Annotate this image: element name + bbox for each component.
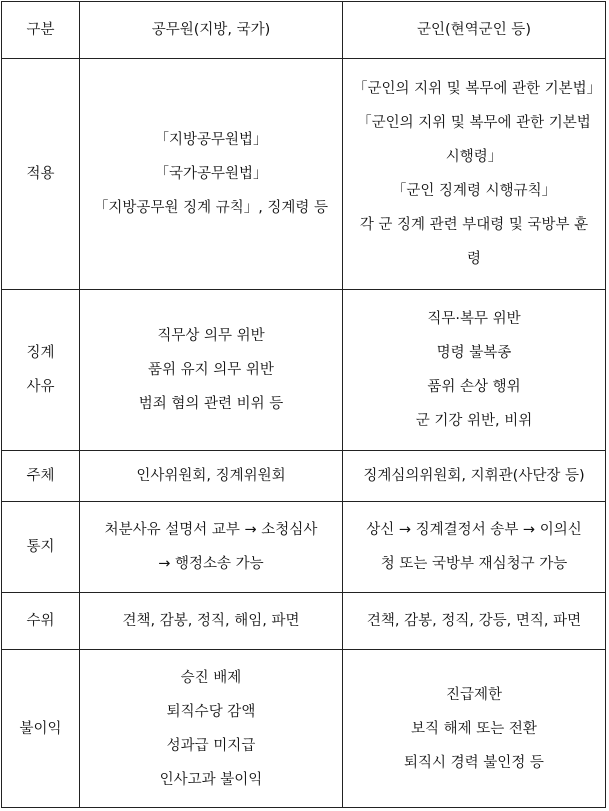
row-label: 징계 사유 <box>2 290 80 451</box>
row-label: 주체 <box>2 451 80 502</box>
row-severity <box>2 593 606 650</box>
civil-cell: 승진 배제 퇴직수당 감액 성과급 미지급 인사고과 불이익 <box>80 650 343 808</box>
row-label: 불이익 <box>2 650 80 808</box>
comparison-table <box>1 1 606 808</box>
row-disciplinary-grounds <box>2 290 606 451</box>
military-cell: 징계심의위원회, 지휘관(사단장 등) <box>343 451 606 502</box>
row-application <box>2 59 606 290</box>
header-category: 구분 <box>2 2 80 59</box>
header-row <box>2 2 606 59</box>
header-civil-servant: 공무원(지방, 국가) <box>80 2 343 59</box>
row-notification <box>2 502 606 593</box>
military-cell: 「군인의 지위 및 복무에 관한 기본법」 「군인의 지위 및 복무에 관한 기본법 시행령」 「군인 징계령 시행규칙」 각 군 징계 관련 부대령 및 국방부 훈 령 <box>343 59 606 290</box>
row-authority <box>2 451 606 502</box>
header-military: 군인(현역군인 등) <box>343 2 606 59</box>
civil-cell: 처분사유 설명서 교부 → 소청심사 → 행정소송 가능 <box>80 502 343 593</box>
civil-cell: 직무상 의무 위반 품위 유지 의무 위반 범죄 혐의 관련 비위 등 <box>80 290 343 451</box>
row-label: 수위 <box>2 593 80 650</box>
row-disadvantages <box>2 650 606 808</box>
civil-cell: 견책, 감봉, 정직, 해임, 파면 <box>80 593 343 650</box>
military-cell: 직무·복무 위반 명령 불복종 품위 손상 행위 군 기강 위반, 비위 <box>343 290 606 451</box>
row-label: 통지 <box>2 502 80 593</box>
row-label: 적용 <box>2 59 80 290</box>
military-cell: 견책, 감봉, 정직, 강등, 면직, 파면 <box>343 593 606 650</box>
civil-cell: 「지방공무원법」 「국가공무원법」 「지방공무원 징계 규칙」, 징계령 등 <box>80 59 343 290</box>
military-cell: 상신 → 징계결정서 송부 → 이의신 청 또는 국방부 재심청구 가능 <box>343 502 606 593</box>
military-cell: 진급제한 보직 해제 또는 전환 퇴직시 경력 불인정 등 <box>343 650 606 808</box>
civil-cell: 인사위원회, 징계위원회 <box>80 451 343 502</box>
